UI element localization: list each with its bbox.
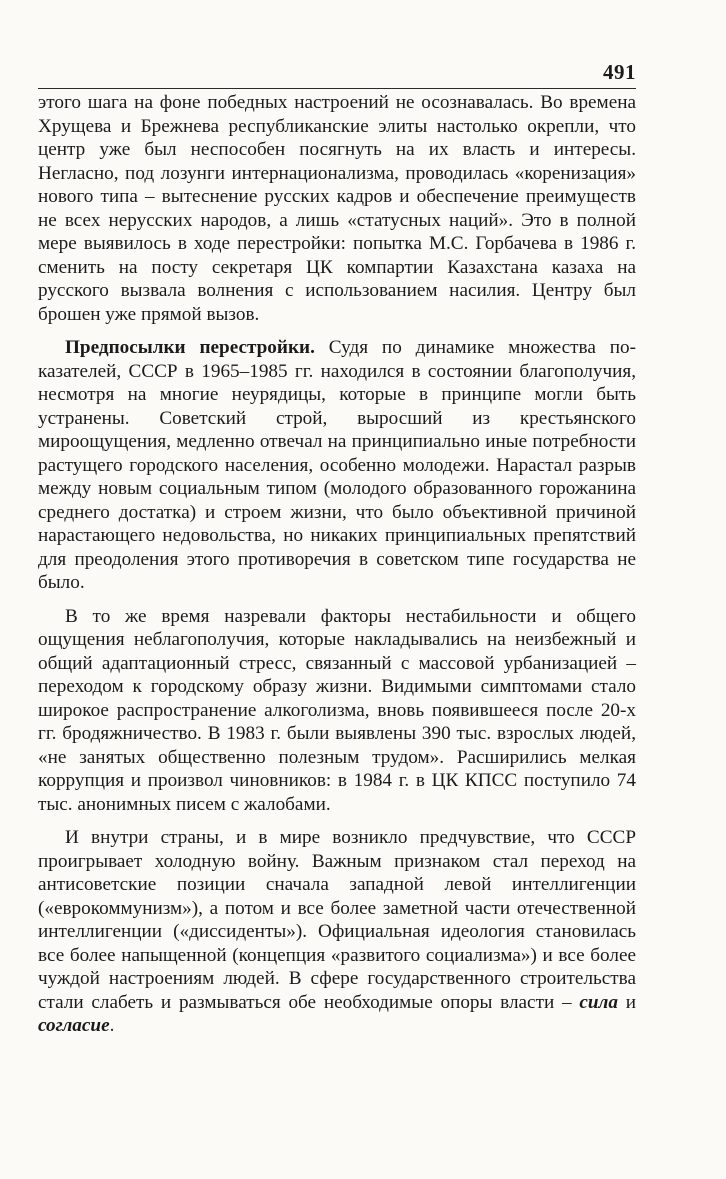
paragraph-cold-war xyxy=(38,826,636,1038)
emphasis-force: сила xyxy=(579,991,618,1013)
book-page xyxy=(38,56,636,1038)
body-text xyxy=(38,91,636,1038)
paragraph-instability xyxy=(38,605,636,817)
conjunction-text: и xyxy=(617,991,636,1013)
paragraph-text: Судя по динамике множества показателей, СССР в 1965–1985 гг. находился в состоянии благополучия, несмотря на многие неурядицы, которые в принципе могли быть устранены. Советский строй, выросший из крестьянского мироощущения, медленно отвечал на принципиально иные потребности растущего городского населения, особенно молодежи. Нарастал разрыв между новым социальным типом (молодого образованного горожанина среднего достатка) и строем жизни, что было объективной причиной нарастающего недовольства, но никаких принципиальных препятствий для преодоления этого противоречия в советском типе государства не было. xyxy=(38,337,637,593)
sentence-end: . xyxy=(109,1015,115,1036)
paragraph-text: В то же время назревали факторы нестабильности и общего ощущения неблагополучия, которые накладывались на неизбежный и общий адаптационный стресс, связанный с массовой урбанизацией – переходом к городскому образу жизни. Видимыми симптомами стало широкое распространение алкоголизма, вновь появившееся после 20-х гг. бродяжничество. В 1983 г. были выявлены 390 тыс. взрослых людей, «не занятых общественно полезным трудом». Расширились мелкая коррупция и произвол чиновников: в 1984 г. в ЦК КПСС поступило 74 тыс. анонимных писем с жалобами. xyxy=(38,605,636,815)
paragraph-prerequisites xyxy=(38,336,636,595)
paragraph-continuation xyxy=(38,91,636,326)
emphasis-consent: согласие xyxy=(38,1015,110,1036)
section-heading: Предпосылки перестройки. xyxy=(65,337,315,358)
paragraph-text: этого шага на фоне победных настроений не осознавалась. Во времена Хрущева и Брежнева республиканские элиты настолько окрепли, что центр уже был неспособен посягнуть на их власть и интересы. Негласно, под лозунги интернационализма, проводилась «коренизация» нового типа – вытеснение русских кадров и обеспечение преимуществ не всех нерусских народов, а лишь «статусных наций». Это в полной мере выявилось в ходе перестройки: попытка М.С. Горбачева в 1986 г. сменить на посту секретаря ЦК компартии Казахстана казаха на русского вызвала волнения с использованием насилия. Центру был брошен уже прямой вызов. xyxy=(38,92,636,325)
running-header xyxy=(38,56,636,89)
page-number: 491 xyxy=(603,60,636,84)
paragraph-text: И внутри страны, и в мире возникло предчувствие, что СССР проигрывает холодную войну. Важным признаком стал переход на антисоветские позиции сначала западной левой интеллигенции («еврокоммунизм»), а потом и все более заметной части отечественной интеллигенции («диссиденты»). Официальная идеология становилась все более напыщенной (концепция «развитого социализма») и все более чуждой настроениям людей. В сфере государственного строительства стали слабеть и размываться обе необходимые опоры власти – xyxy=(38,827,636,1013)
